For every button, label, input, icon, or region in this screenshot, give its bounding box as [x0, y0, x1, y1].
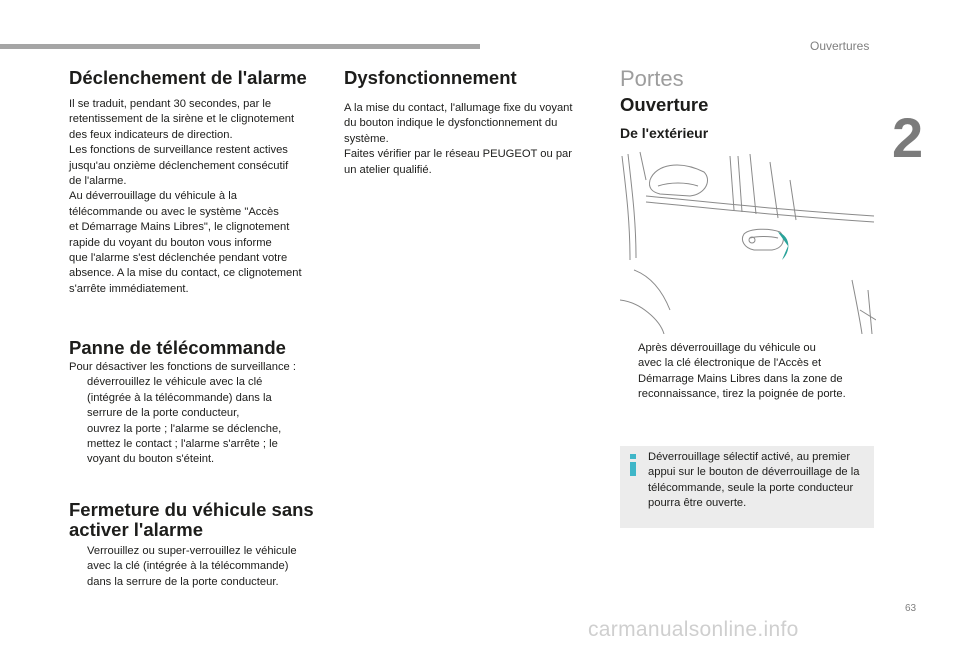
remote-bullet-1: déverrouillez le véhicule avec la clé (intégrée à la télécommande) dans la serrure de la porte conducteur, — [87, 376, 272, 420]
page-number: 63 — [905, 603, 917, 614]
malfunction-line: système. — [344, 132, 389, 145]
lock-title-line-2: activer l'alarme — [69, 519, 203, 540]
lock-title-line-1: Fermeture du véhicule sans — [69, 499, 314, 520]
section-label: Ouvertures — [810, 39, 870, 53]
remote-bullet-2: ouvrez la porte ; l'alarme se déclenche, — [87, 422, 282, 435]
alarm-section — [69, 68, 327, 297]
alarm-line: des feux indicateurs de direction. — [69, 128, 233, 141]
alarm-line: Les fonctions de surveillance restent actives — [69, 144, 288, 157]
info-box — [620, 446, 874, 528]
chapter-number: 2 — [892, 106, 924, 169]
remote-intro: Pour désactiver les fonctions de surveillance : — [69, 361, 296, 373]
alarm-line: absence. A la mise du contact, ce clignotement — [69, 267, 302, 280]
alarm-line: que l'alarme s'est déclenchée pendant votre — [69, 252, 288, 265]
alarm-line: rapide du voyant du bouton vous informe — [69, 236, 272, 249]
watermark-text: carmanualsonline.info — [588, 618, 799, 641]
door-bullet: Après déverrouillage du véhicule ou avec la clé électronique de l'Accès et Démarrage Mains Libres dans la zone de reconnaissance, tirez la poignée de porte. — [638, 342, 846, 401]
lock-section — [69, 500, 327, 590]
alarm-line: retentissement de la sirène et le clignotement — [69, 113, 295, 126]
alarm-title: Déclenchement de l'alarme — [69, 67, 307, 88]
header-rule — [0, 44, 480, 49]
alarm-line: Au déverrouillage du véhicule à la — [69, 190, 237, 203]
malfunction-line: A la mise du contact, l'allumage fixe du voyant — [344, 102, 573, 114]
malfunction-section — [344, 68, 602, 178]
lock-bullet: Verrouillez ou super-verrouillez le véhicule avec la clé (intégrée à la télécommande) dans la serrure de la porte conducteur. — [87, 545, 297, 588]
info-text: Déverrouillage sélectif activé, au premier appui sur le bouton de déverrouillage de la télécommande, seule la porte conducteur pourra être ouverte. — [648, 451, 860, 510]
door-handle-illustration — [620, 150, 876, 334]
opening-title: Ouverture — [620, 94, 709, 115]
alarm-line: télécommande ou avec le système "Accès — [69, 205, 279, 218]
remote-bullet-3: mettez le contact ; l'alarme s'arrête ; le voyant du bouton s'éteint. — [87, 438, 278, 466]
alarm-line: s'arrête immédiatement. — [69, 282, 189, 295]
malfunction-line: Faites vérifier par le réseau PEUGEOT ou par — [344, 148, 572, 161]
pull-arrow-icon — [778, 232, 788, 260]
from-outside-title: De l'extérieur — [620, 125, 709, 141]
info-icon — [628, 454, 638, 476]
remote-section — [69, 338, 327, 468]
door-bullet-block — [620, 341, 878, 403]
alarm-body — [69, 97, 327, 297]
alarm-line: Il se traduit, pendant 30 secondes, par le — [69, 98, 272, 110]
alarm-line: et Démarrage Mains Libres", le clignotement — [69, 221, 290, 234]
alarm-line: de l'alarme. — [69, 175, 127, 188]
doors-title: Portes — [620, 66, 684, 91]
malfunction-line: un atelier qualifié. — [344, 163, 432, 176]
remote-title: Panne de télécommande — [69, 337, 286, 358]
alarm-line: jusqu'au onzième déclenchement consécutif — [69, 159, 289, 172]
malfunction-title: Dysfonctionnement — [344, 67, 517, 88]
doors-section — [620, 67, 878, 141]
malfunction-line: du bouton indique le dysfonctionnement du — [344, 117, 558, 130]
malfunction-body — [344, 101, 602, 178]
